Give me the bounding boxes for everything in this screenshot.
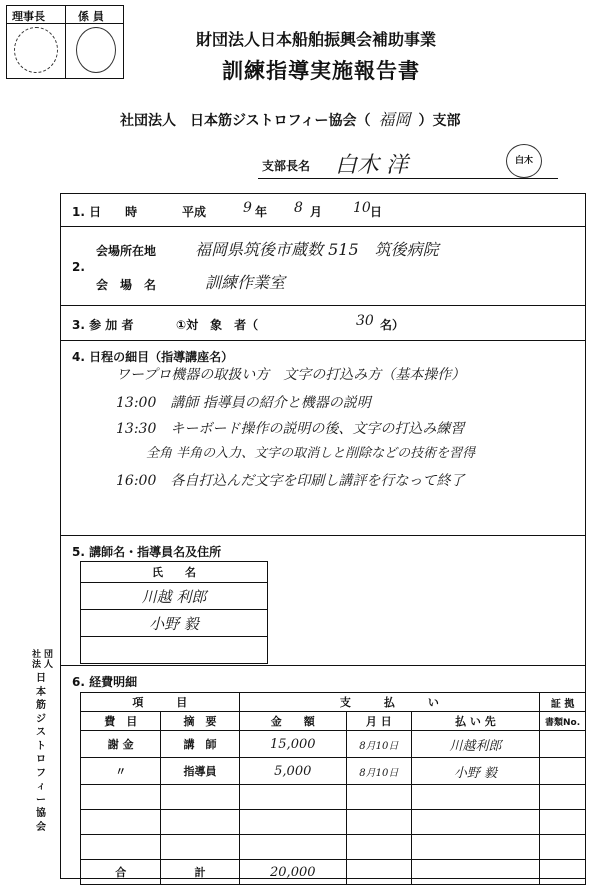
- side-org-line1: 社法: [32, 650, 42, 670]
- s4-line-4: 全角 半角の入力、文字の取消しと削除などの技術を習得: [146, 446, 476, 461]
- s2-venue-value: 訓練作業室: [205, 273, 286, 292]
- row2-date: 8月10日: [346, 758, 411, 785]
- row1-date: 8月10日: [346, 731, 411, 758]
- header-date: 月 日: [346, 712, 411, 731]
- s3-target-label: ①対 象 者（: [176, 318, 259, 332]
- row2-payee: 小野 毅: [411, 758, 539, 785]
- s1-year-unit: 年: [255, 205, 268, 219]
- side-org-line2: 団人: [44, 650, 54, 670]
- total-row: [81, 860, 586, 885]
- total-label-2: 計: [161, 860, 239, 885]
- total-value: 20,000: [239, 860, 346, 885]
- s4-line-1: ワープロ機器の取扱い方 文字の打込み方（基本操作）: [116, 367, 466, 383]
- instructor-table: [80, 561, 268, 664]
- header-evidence-2: 書類No.: [540, 712, 586, 731]
- header-line1: 財団法人日本船舶振興会補助事業: [196, 30, 437, 49]
- branch-head-seal-icon: [506, 144, 542, 178]
- director-label: 理事長: [12, 10, 45, 23]
- row2-summary: 指導員: [161, 758, 239, 785]
- branch-head-seal-text: 白木: [514, 156, 533, 166]
- s2-address-label: 会場所在地: [96, 244, 157, 258]
- s2-num: 2.: [72, 260, 85, 274]
- header-summary: 摘 要: [161, 712, 239, 731]
- s1-month: 8: [294, 200, 303, 216]
- instructor-name-1: 川越 利郎: [81, 583, 268, 610]
- header-evidence: 証 拠: [540, 693, 586, 712]
- header-pay: 支 払 い: [239, 693, 540, 712]
- s2-address-value: 福岡県筑後市蔵数 515 筑後病院: [195, 240, 439, 259]
- instructor-name-2: 小野 毅: [81, 610, 268, 637]
- org-branch: 福岡: [378, 110, 411, 129]
- table-row: [81, 785, 586, 810]
- s1-label: 1. 日 時: [72, 205, 138, 219]
- org-prefix: 社団法人 日本筋ジストロフィー協会（: [120, 113, 371, 129]
- branch-head-value: 白木 洋: [335, 153, 408, 178]
- s6-label: 6. 経費明細: [72, 675, 138, 689]
- s3-unit: 名）: [380, 318, 405, 332]
- s4-line-2: 13:00 講師 指導員の紹介と機器の説明: [116, 395, 371, 411]
- table-row: [81, 731, 586, 758]
- branch-head-label: 支部長名: [262, 159, 311, 173]
- org-suffix: ）支部: [418, 113, 461, 129]
- header-payee: 払 い 先: [411, 712, 539, 731]
- table-row: [81, 835, 586, 860]
- row1-payee: 川越利郎: [411, 731, 539, 758]
- header-amount: 金 額: [239, 712, 346, 731]
- row1-summary: 講 師: [161, 731, 239, 758]
- s4-line-3: 13:30 キーボード操作の説明の後、文字の打込み練習: [116, 421, 465, 437]
- director-seal-icon: [14, 27, 58, 73]
- staff-seal-icon: [76, 27, 116, 73]
- row2-expense: 〃: [81, 758, 161, 785]
- s3-count: 30: [356, 313, 374, 329]
- page-title: 訓練指導実施報告書: [222, 59, 420, 83]
- s5-label: 5. 講師名・指導員名及住所: [72, 545, 222, 559]
- expense-table: [80, 692, 586, 885]
- s1-day: 10: [353, 200, 371, 216]
- header-expense: 費 目: [81, 712, 161, 731]
- total-label-1: 合: [81, 860, 161, 885]
- table-row: [81, 758, 586, 785]
- row1-amount: 15,000: [239, 731, 346, 758]
- s1-day-unit: 日: [370, 205, 383, 219]
- s3-label: 3. 参 加 者: [72, 318, 134, 332]
- side-org-line3: 日本筋ジストロフィー協会: [36, 673, 46, 833]
- row1-expense: 謝 金: [81, 731, 161, 758]
- s1-month-unit: 月: [310, 205, 323, 219]
- s2-venue-label: 会 場 名: [96, 278, 157, 292]
- s4-label: 4. 日程の細目（指導講座名）: [72, 350, 234, 364]
- s1-year: 9: [243, 200, 252, 216]
- table-row: [81, 810, 586, 835]
- row2-amount: 5,000: [239, 758, 346, 785]
- instructor-col-header: 氏 名: [81, 562, 268, 583]
- s1-era: 平成: [182, 205, 207, 219]
- s4-line-5: 16:00 各自打込んだ文字を印刷し講評を行なって終了: [116, 473, 465, 489]
- instructor-row-empty: [81, 637, 268, 664]
- org-line: [120, 107, 460, 130]
- staff-label: 係 員: [78, 10, 104, 23]
- header-item: 項 目: [81, 693, 240, 712]
